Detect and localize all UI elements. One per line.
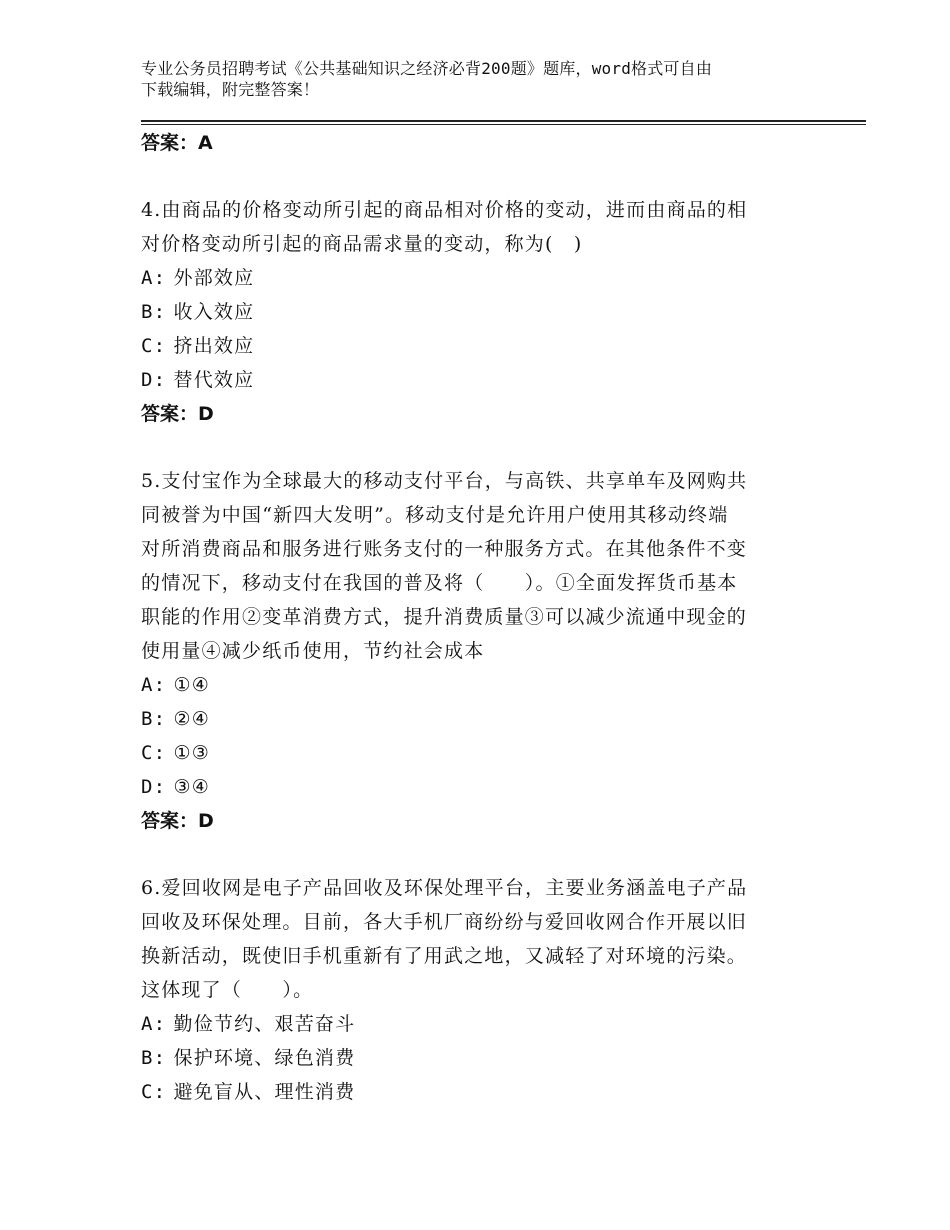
option-letter: B:: [141, 1047, 167, 1069]
question-text-line: 这体现了（ ）。: [141, 979, 314, 1001]
option-letter: A:: [141, 674, 167, 696]
option-letter: B:: [141, 301, 167, 323]
option-text: 替代效应: [173, 369, 255, 391]
answer-label: 答案：D: [141, 403, 214, 425]
header-divider: [141, 120, 866, 125]
option-b[interactable]: [141, 1041, 821, 1075]
question-text-line: 使用量④减少纸币使用，节约社会成本: [141, 640, 485, 662]
option-text: ②④: [173, 708, 210, 730]
answer-label: 答案：A: [141, 132, 213, 154]
question-5: [141, 464, 821, 838]
option-c[interactable]: [141, 1075, 821, 1109]
option-text: 勤俭节约、艰苦奋斗: [173, 1013, 356, 1035]
option-c[interactable]: [141, 329, 821, 363]
question-text-line: 对所消费商品和服务进行账务支付的一种服务方式。在其他条件不变: [141, 538, 748, 560]
option-letter: A:: [141, 267, 167, 289]
option-a[interactable]: [141, 668, 821, 702]
option-b[interactable]: [141, 702, 821, 736]
option-letter: D:: [141, 369, 167, 391]
option-c[interactable]: [141, 736, 821, 770]
option-letter: D:: [141, 776, 167, 798]
question-text-line: 6.爱回收网是电子产品回收及环保处理平台，主要业务涵盖电子产品: [141, 877, 748, 899]
option-letter: C:: [141, 1081, 167, 1103]
option-text: 挤出效应: [173, 335, 255, 357]
document-body: [141, 126, 821, 1109]
option-letter: B:: [141, 708, 167, 730]
option-letter: A:: [141, 1013, 167, 1035]
option-text: ①③: [173, 742, 210, 764]
option-text: 避免盲从、理性消费: [173, 1081, 356, 1103]
option-d[interactable]: [141, 770, 821, 804]
option-text: ①④: [173, 674, 210, 696]
question-text-line: 换新活动，既使旧手机重新有了用武之地，又减轻了对环境的污染。: [141, 945, 748, 967]
question-text-line: 同被誉为中国“新四大发明”。移动支付是允许用户使用其移动终端: [141, 504, 729, 526]
header-line-2: 下载编辑，附完整答案！: [141, 80, 320, 99]
question-6: [141, 871, 821, 1109]
option-text: 保护环境、绿色消费: [173, 1047, 356, 1069]
question-text-line: 4.由商品的价格变动所引起的商品相对价格的变动，进而由商品的相: [141, 199, 748, 221]
question-text-line: 5.支付宝作为全球最大的移动支付平台，与高铁、共享单车及网购共: [141, 470, 748, 492]
question-text-line: 对价格变动所引起的商品需求量的变动，称为( ): [141, 233, 583, 255]
option-text: 收入效应: [173, 301, 255, 323]
option-text: ③④: [173, 776, 210, 798]
question-text-line: 的情况下，移动支付在我国的普及将（ ）。①全面发挥货币基本: [141, 572, 738, 594]
header-line-1: 专业公务员招聘考试《公共基础知识之经济必背200题》题库，word格式可自由: [141, 59, 713, 78]
option-letter: C:: [141, 335, 167, 357]
document-header: [141, 58, 821, 100]
option-d[interactable]: [141, 363, 821, 397]
option-text: 外部效应: [173, 267, 255, 289]
option-letter: C:: [141, 742, 167, 764]
question-text-line: 职能的作用②变革消费方式，提升消费质量③可以减少流通中现金的: [141, 606, 748, 628]
option-b[interactable]: [141, 295, 821, 329]
question-4: [141, 193, 821, 431]
answer-label: 答案：D: [141, 810, 214, 832]
option-a[interactable]: [141, 1007, 821, 1041]
option-a[interactable]: [141, 261, 821, 295]
question-text-line: 回收及环保处理。目前，各大手机厂商纷纷与爱回收网合作开展以旧: [141, 911, 748, 933]
